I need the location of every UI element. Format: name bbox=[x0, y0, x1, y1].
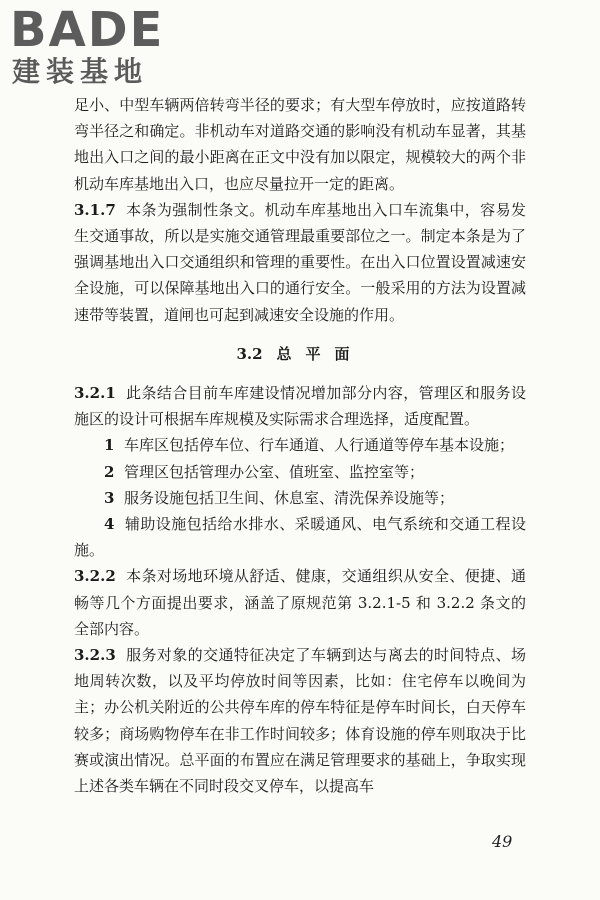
logo bbox=[10, 4, 190, 90]
clause-text: 本条对场地环境从舒适、健康，交通组织从安全、便捷、通畅等几个方面提出要求，涵盖了原规范第 3.2.1-5 和 3.2.2 条文的全部内容。 bbox=[74, 567, 526, 638]
paragraph-continued: 足小、中型车辆两倍转弯半径的要求；有大型车停放时，应按道路转弯半径之和确定。非机动车对道路交通的影响没有机动车显著，其基地出入口之间的最小距离在正文中没有加以限定，规模较大的两个非机动车库基地出入口，也应尽量拉开一定的距离。 bbox=[74, 96, 526, 193]
list-item bbox=[74, 432, 526, 458]
clause-text: 此条结合目前车库建设情况增加部分内容，管理区和服务设施区的设计可根据车库规模及实际需求合理选择，适度配置。 bbox=[74, 384, 526, 429]
clause-text: 服务对象的交通特征决定了车辆到达与离去的时间特点、场地周转次数，以及平均停放时间等因素，比如：住宅停车以晚间为主；办公机关附近的公共停车库的停车特征是停车时间长，白天停车较多；商场购物停车在非工作时间较多；体育设施的停车则取决于比赛或演出情况。总平面的布置应在满足管理要求的基础上，争取实现上述各类车辆在不同时段交叉停车，以提高车 bbox=[74, 646, 526, 796]
item-number: 2 bbox=[104, 462, 115, 481]
clause-number: 3.1.7 bbox=[74, 200, 116, 219]
document-body bbox=[74, 92, 526, 799]
clause-3-2-2 bbox=[74, 563, 526, 642]
item-number: 4 bbox=[104, 515, 115, 534]
list-item bbox=[74, 511, 526, 563]
clause-3-2-3 bbox=[74, 642, 526, 799]
section-number: 3.2 bbox=[236, 344, 263, 363]
section-heading bbox=[74, 341, 526, 367]
item-number: 1 bbox=[104, 436, 115, 455]
list-item bbox=[74, 485, 526, 511]
item-text: 服务设施包括卫生间、休息室、清洗保养设施等； bbox=[123, 488, 454, 507]
item-number: 3 bbox=[104, 488, 115, 507]
clause-number: 3.2.2 bbox=[74, 567, 116, 586]
logo-wordmark: BADE bbox=[10, 2, 165, 58]
clause-number: 3.2.1 bbox=[74, 384, 116, 403]
clause-number: 3.2.3 bbox=[74, 646, 116, 665]
item-text: 车库区包括停车位、行车通道、人行通道等停车基本设施； bbox=[123, 436, 514, 455]
logo-subtitle: 建装基地 bbox=[12, 55, 149, 88]
clause-3-2-1 bbox=[74, 380, 526, 432]
list-item bbox=[74, 459, 526, 485]
clause-text: 本条为强制性条文。机动车库基地出入口车流集中，容易发生交通事故，所以是实施交通管理最重要部位之一。制定本条是为了强调基地出入口交通组织和管理的重要性。在出入口位置设置减速安全设施，可以保障基地出入口的通行安全。一般采用的方法为设置减速带等装置，道闸也可起到减速安全设施的作用。 bbox=[74, 200, 526, 324]
clause-3-1-7 bbox=[74, 197, 526, 328]
section-title: 总平面 bbox=[276, 344, 364, 363]
item-text: 管理区包括管理办公室、值班室、监控室等； bbox=[123, 462, 424, 481]
item-text: 辅助设施包括给水排水、采暖通风、电气系统和交通工程设施。 bbox=[74, 515, 526, 560]
page-number: 49 bbox=[492, 832, 513, 851]
